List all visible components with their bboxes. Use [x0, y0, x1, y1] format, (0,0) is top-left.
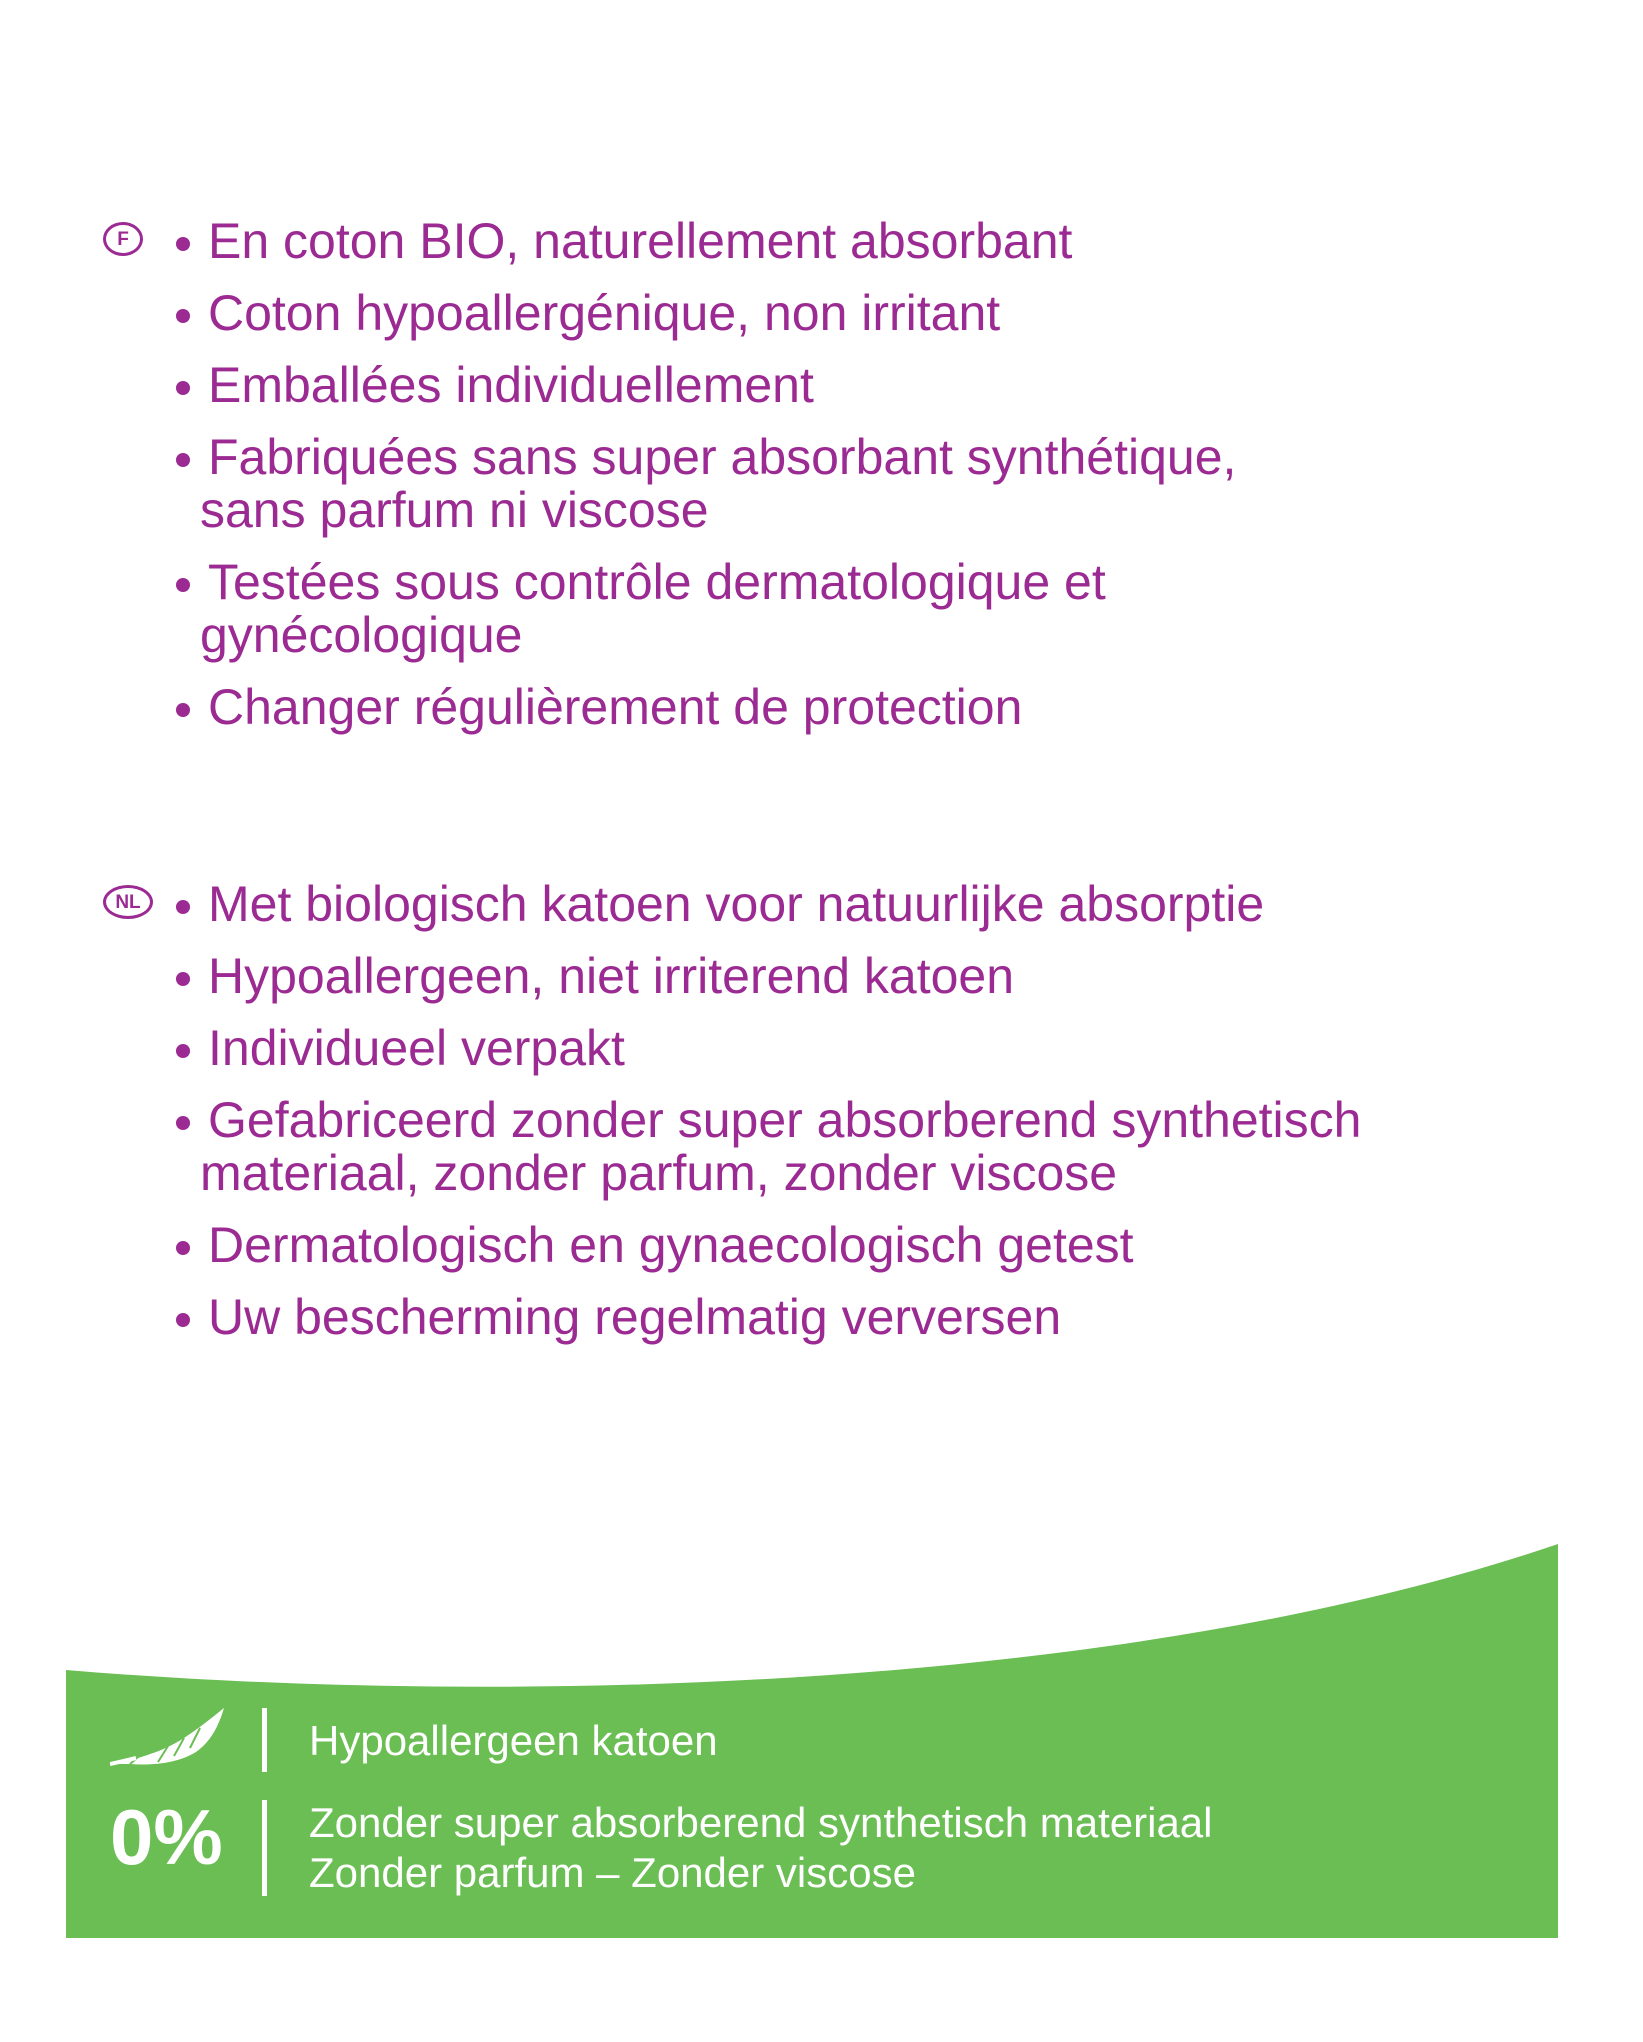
french-section [100, 215, 1550, 753]
no-perfume-label: Zonder parfum – Zonder viscose [309, 1849, 916, 1896]
list-item [100, 359, 1550, 412]
list-item-text: Met biologisch katoen voor natuurlijke absorptie [208, 876, 1265, 932]
list-item [100, 556, 1550, 662]
hypoallergenic-label: Hypoallergeen katoen [309, 1717, 718, 1764]
feather-leaf-icon [110, 1706, 228, 1768]
list-item [100, 681, 1550, 734]
list-item-text-continued: materiaal, zonder parfum, zonder viscose [200, 1145, 1118, 1201]
list-item [100, 1094, 1550, 1200]
list-item [100, 950, 1550, 1003]
list-item-text: Fabriquées sans super absorbant synthétique, [208, 429, 1237, 485]
list-item [100, 215, 1550, 268]
language-badge-dutch: NL [103, 885, 153, 919]
list-item [100, 431, 1550, 537]
zero-percent-label: 0% [110, 1793, 223, 1881]
list-item [100, 1022, 1550, 1075]
list-item-text: Testées sous contrôle dermatologique et [208, 554, 1106, 610]
list-item-text: Emballées individuellement [208, 357, 814, 413]
dutch-section [100, 878, 1550, 1363]
list-item-text: Hypoallergeen, niet irriterend katoen [208, 948, 1015, 1004]
list-item-text: Dermatologisch en gynaecologisch getest [208, 1217, 1134, 1273]
divider [262, 1800, 267, 1896]
list-item [100, 1219, 1550, 1272]
list-item-text: Gefabriceerd zonder super absorberend synthetisch [208, 1092, 1362, 1148]
list-item-text: Coton hypoallergénique, non irritant [208, 285, 1001, 341]
list-item-text-continued: sans parfum ni viscose [200, 482, 709, 538]
list-item-text-continued: gynécologique [200, 607, 523, 663]
language-badge-french: F [103, 222, 143, 256]
list-item [100, 1291, 1550, 1344]
list-item-text: Changer régulièrement de protection [208, 679, 1023, 735]
divider [262, 1708, 267, 1772]
list-item [100, 878, 1550, 931]
green-banner [66, 1530, 1558, 1938]
list-item-text: Individueel verpakt [208, 1020, 625, 1076]
list-item-text: En coton BIO, naturellement absorbant [208, 213, 1073, 269]
no-synthetic-label: Zonder super absorberend synthetisch materiaal [309, 1799, 1213, 1846]
list-item-text: Uw bescherming regelmatig verversen [208, 1289, 1062, 1345]
list-item [100, 287, 1550, 340]
